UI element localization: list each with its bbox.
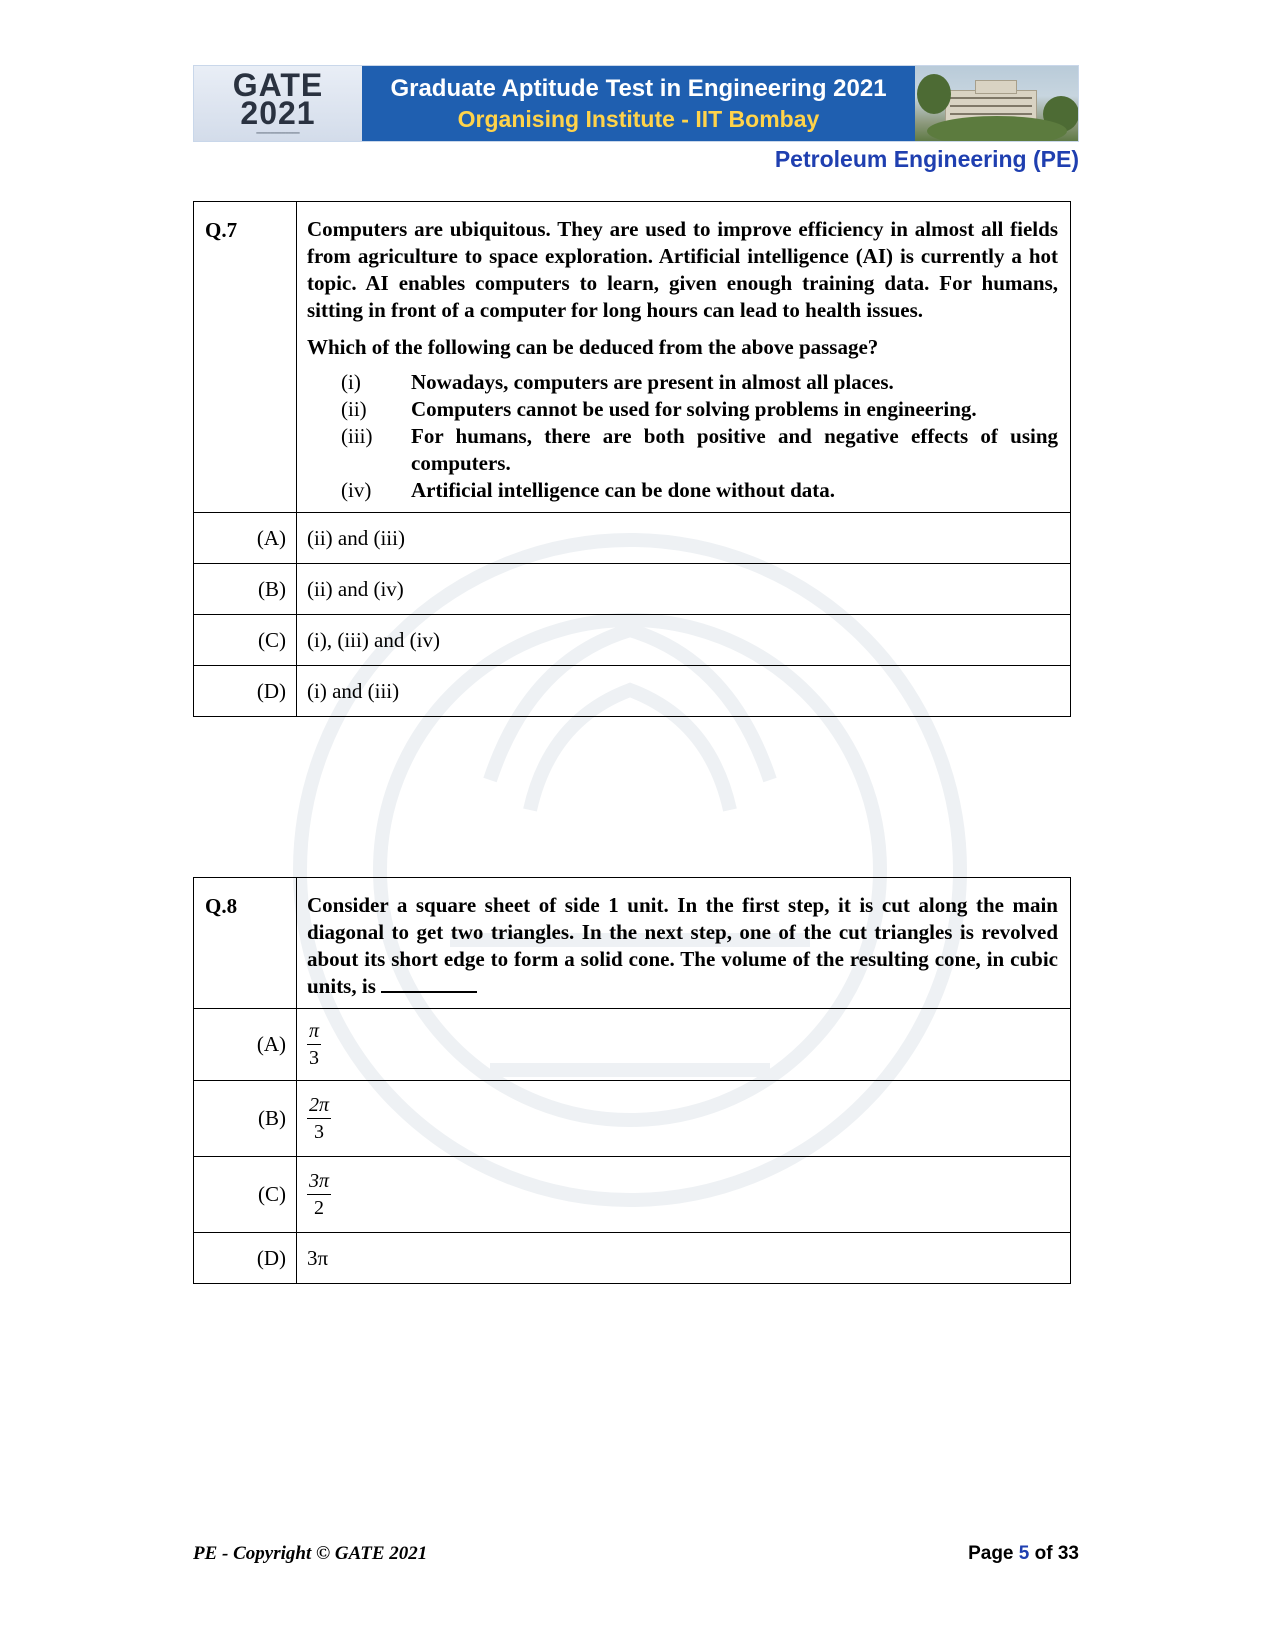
option-label: (D) — [194, 666, 297, 717]
statement-text: Computers cannot be used for solving problems in engineering. — [411, 397, 977, 421]
statement-number: (i) — [341, 370, 361, 394]
option-row — [194, 513, 1071, 564]
option-fraction-cell — [297, 1157, 1071, 1233]
statement-item — [341, 369, 1058, 396]
institute-building-image — [915, 66, 1078, 141]
option-label: (A) — [194, 1009, 297, 1081]
option-text: (i) and (iii) — [297, 666, 1071, 717]
option-label: (D) — [194, 1233, 297, 1284]
option-fraction — [307, 1092, 331, 1145]
question-8-body — [297, 878, 1071, 1009]
option-row — [194, 615, 1071, 666]
statement-number: (iii) — [341, 424, 373, 448]
question-7-table — [193, 201, 1071, 717]
question-7-passage: Computers are ubiquitous. They are used to improve efficiency in almost all fields from agriculture to space exploration. Artificial intelligence (AI) is currently a hot topic. AI enables computers to learn, given enough training data. For humans, sitting in front of a computer for long hours can lead to health issues. — [307, 217, 1058, 322]
option-label: (B) — [194, 1081, 297, 1157]
option-row — [194, 1009, 1071, 1081]
statement-text: For humans, there are both positive and negative effects of using computers. — [411, 424, 1058, 475]
option-text: 3π — [297, 1233, 1071, 1284]
statement-text: Nowadays, computers are present in almost all places. — [411, 370, 894, 394]
statement-number: (ii) — [341, 397, 367, 421]
option-fraction-cell — [297, 1081, 1071, 1157]
page-separator: of — [1029, 1543, 1058, 1564]
question-8-table — [193, 877, 1071, 1284]
option-fraction — [307, 1018, 321, 1071]
question-7-body — [297, 202, 1071, 513]
option-row — [194, 666, 1071, 717]
fraction-numerator: 3π — [307, 1168, 331, 1195]
question-8-prompt: Consider a square sheet of side 1 unit. In the first step, it is cut along the main diagonal to get two triangles. In the next step, one of the cut triangles is revolved about its short edge to form a solid cone. The volume of the resulting cone, in cubic units, is — [307, 893, 1058, 998]
fraction-numerator: π — [307, 1018, 321, 1045]
logo-line2: 2021 — [240, 94, 316, 131]
statement-number: (iv) — [341, 478, 372, 502]
logo-line1: GATE — [232, 66, 324, 103]
fraction-denominator: 3 — [314, 1121, 325, 1143]
option-label: (A) — [194, 513, 297, 564]
question-8-row — [194, 878, 1071, 1009]
tree-image — [917, 74, 951, 114]
statement-item — [341, 423, 1058, 477]
lawn-image — [927, 116, 1067, 141]
option-row — [194, 1233, 1071, 1284]
fraction-denominator: 3 — [309, 1047, 320, 1069]
page-number — [968, 1543, 1079, 1565]
fraction-denominator: 2 — [314, 1197, 325, 1219]
question-8-text — [307, 892, 1058, 1000]
option-label: (C) — [194, 1157, 297, 1233]
copyright-footer: PE - Copyright © GATE 2021 — [193, 1543, 428, 1564]
building-tower — [975, 80, 1017, 94]
answer-blank — [381, 973, 477, 993]
banner-title-line1: Graduate Aptitude Test in Engineering 2021 — [390, 74, 887, 102]
option-row — [194, 1081, 1071, 1157]
page-current: 5 — [1018, 1543, 1030, 1564]
option-fraction — [307, 1168, 331, 1221]
gate-logo — [194, 66, 362, 141]
page-total: 33 — [1057, 1543, 1079, 1564]
question-number: Q.7 — [194, 202, 297, 513]
option-text: (ii) and (iii) — [297, 513, 1071, 564]
banner-title — [362, 66, 915, 141]
statement-item — [341, 477, 1058, 504]
fraction-numerator: 2π — [307, 1092, 331, 1119]
header-banner — [193, 65, 1079, 142]
option-text: (ii) and (iv) — [297, 564, 1071, 615]
subject-title: Petroleum Engineering (PE) — [774, 146, 1079, 172]
logo-tagline-mark: ━━━━━━━━━━━━ — [256, 130, 300, 137]
option-label: (B) — [194, 564, 297, 615]
question-7-row — [194, 202, 1071, 513]
option-row — [194, 564, 1071, 615]
statement-text: Artificial intelligence can be done without data. — [411, 478, 836, 502]
option-row — [194, 1157, 1071, 1233]
banner-title-line2: Organising Institute - IIT Bombay — [457, 105, 820, 132]
statement-list — [341, 369, 1058, 504]
option-fraction-cell — [297, 1009, 1071, 1081]
option-text: (i), (iii) and (iv) — [297, 615, 1071, 666]
statement-item — [341, 396, 1058, 423]
page-prefix: Page — [968, 1543, 1019, 1564]
question-number: Q.8 — [194, 878, 297, 1009]
question-7-prompt: Which of the following can be deduced from the above passage? — [307, 335, 879, 359]
option-label: (C) — [194, 615, 297, 666]
